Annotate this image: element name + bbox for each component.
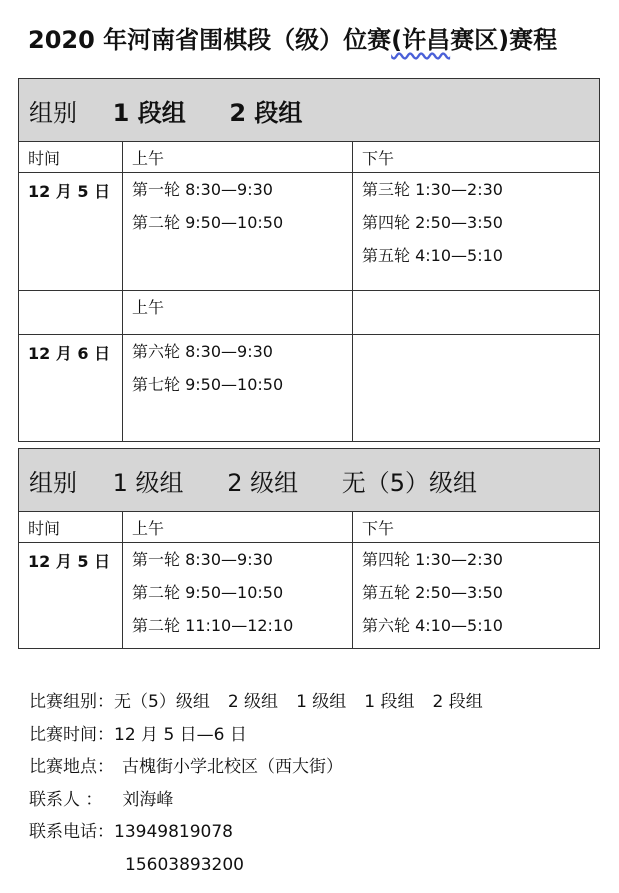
am-cell — [123, 543, 353, 649]
info-phone-2 — [29, 849, 501, 882]
dan-day2-row — [19, 335, 600, 442]
pm-header: 下午 — [353, 142, 600, 173]
group-name: 1 段组 — [112, 98, 186, 127]
group-option: 无（5）级组 — [114, 692, 210, 712]
time-header: 时间 — [19, 512, 123, 543]
info-phone — [29, 816, 501, 849]
info-label: 比赛地点： — [29, 757, 114, 777]
am-cell — [123, 173, 353, 291]
round-slot: 第二轮 9:50—10:50 — [132, 583, 284, 602]
round-slot: 第一轮 8:30—9:30 — [132, 180, 273, 199]
group-name: 无（5）级组 — [341, 468, 478, 497]
round-slot: 第四轮 1:30—2:30 — [362, 550, 503, 569]
round-slot: 第四轮 2:50—3:50 — [362, 213, 503, 232]
round-slot: 第六轮 4:10—5:10 — [362, 616, 503, 635]
date-cell: 12 月 5 日 — [19, 543, 123, 649]
kyu-column-header — [19, 512, 600, 543]
info-contact — [29, 784, 501, 817]
am-header: 上午 — [123, 512, 353, 543]
page-title — [28, 20, 557, 55]
title-prefix: 2020 年河南省围棋段（级）位赛 — [28, 26, 392, 54]
pm-cell — [353, 173, 600, 291]
group-option: 1 段组 — [364, 692, 415, 712]
title-underlined: (许昌 — [391, 26, 451, 54]
phone-number: 13949819078 — [114, 822, 233, 842]
info-time — [29, 719, 501, 752]
am-header: 上午 — [123, 142, 353, 173]
pm-cell — [353, 543, 600, 649]
kyu-day1-row — [19, 543, 600, 649]
phone-number: 15603893200 — [125, 854, 244, 875]
dan-spacer-row — [19, 291, 600, 335]
competition-info — [29, 686, 501, 881]
group-label: 组别 — [29, 98, 77, 127]
round-slot: 第一轮 8:30—9:30 — [132, 550, 273, 569]
kyu-schedule-table — [18, 448, 600, 649]
date-cell: 12 月 6 日 — [19, 335, 123, 442]
round-slot: 第七轮 9:50—10:50 — [132, 375, 284, 394]
am-cell — [123, 335, 353, 442]
pm-header: 下午 — [353, 512, 600, 543]
time-header: 时间 — [19, 142, 123, 173]
round-slot: 第五轮 4:10—5:10 — [362, 246, 503, 265]
info-label: 联系电话： — [29, 822, 114, 842]
dan-column-header — [19, 142, 600, 173]
title-suffix: 赛区)赛程 — [450, 26, 558, 54]
group-label: 组别 — [29, 468, 77, 497]
dan-schedule-table — [18, 78, 600, 442]
am-cell: 上午 — [123, 291, 353, 335]
info-label: 联系人 ： — [29, 789, 103, 810]
group-name: 1 级组 — [112, 468, 184, 497]
round-slot: 第三轮 1:30—2:30 — [362, 180, 503, 199]
kyu-group-header — [19, 449, 600, 512]
info-label: 比赛组别： — [29, 692, 114, 712]
dan-day1-row — [19, 173, 600, 291]
group-name: 2 级组 — [227, 468, 299, 497]
round-slot: 第六轮 8:30—9:30 — [132, 342, 273, 361]
group-option: 2 段组 — [432, 692, 483, 712]
date-cell: 12 月 5 日 — [19, 173, 123, 291]
round-slot: 第二轮 9:50—10:50 — [132, 213, 284, 232]
round-slot: 第五轮 2:50—3:50 — [362, 583, 503, 602]
group-name: 2 段组 — [229, 98, 303, 127]
info-value: 12 月 5 日—6 日 — [114, 724, 247, 745]
dan-group-header — [19, 79, 600, 142]
info-value: 古槐街小学北校区（西大街） — [122, 757, 343, 777]
round-slot: 第二轮 11:10—12:10 — [132, 616, 294, 635]
group-option: 2 级组 — [227, 692, 279, 712]
group-option: 1 级组 — [296, 692, 347, 712]
info-value: 刘海峰 — [122, 789, 174, 810]
info-place — [29, 751, 501, 784]
info-label: 比赛时间： — [29, 724, 114, 745]
info-groups — [29, 686, 501, 719]
